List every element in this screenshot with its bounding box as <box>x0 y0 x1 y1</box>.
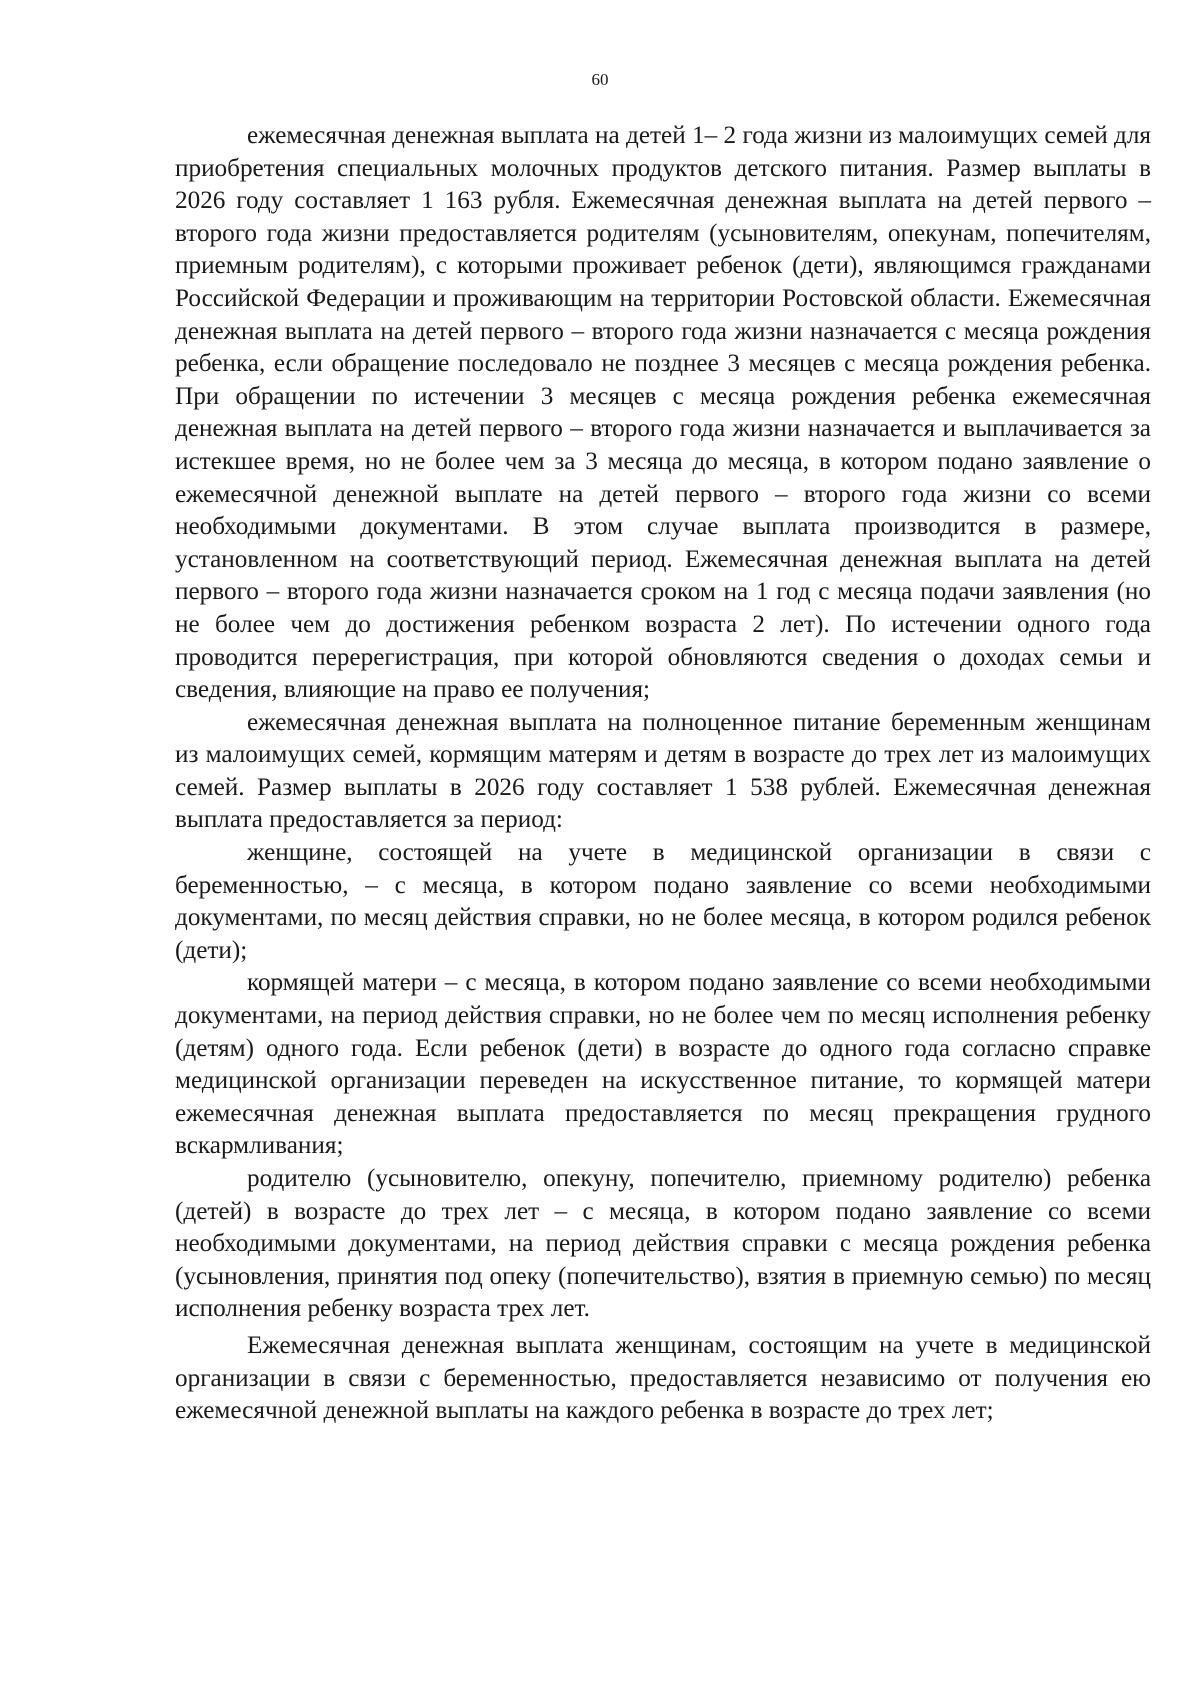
paragraph-infant-milk-payment: ежемесячная денежная выплата на детей 1– 2 года жизни из малоимущих семей для приобретения специальных молочных продуктов детского питания. Размер выплаты в 2026 году составляет 1 163 рубля. Ежемесячная денежная выплата на детей первого – второго года жизни предоставляется родителям (усыновителям, опекунам, попечителям, приемным родителям), с которыми проживает ребенок (дети), являющимся гражданами Российской Федерации и проживающим на территории Ростовской области. Ежемесячная денежная выплата на детей первого – второго года жизни назначается с месяца рождения ребенка, если обращение последовало не позднее 3 месяцев с месяца рождения ребенка. При обращении по истечении 3 месяцев с месяца рождения ребенка ежемесячная денежная выплата на детей первого – второго года жизни назначается и выплачивается за истекшее время, но не более чем за 3 месяца до месяца, в котором подано заявление о ежемесячной денежной выплате на детей первого – второго года жизни со всеми необходимыми документами. В этом случае выплата производится в размере, установленном на соответствующий период. Ежемесячная денежная выплата на детей первого – второго года жизни назначается сроком на 1 год с месяца подачи заявления (но не более чем до достижения ребенком возраста 2 лет). По истечении одного года проводится перерегистрация, при которой обновляются сведения о доходах семьи и сведения, влияющие на право ее получения; <box>175 122 1151 704</box>
document-body <box>175 120 1151 1428</box>
paragraph-pregnant-woman: женщине, состоящей на учете в медицинской организации в связи с беременностью, – с месяца, в котором подано заявление со всеми необходимыми документами, по месяц действия справки, но не более месяца, в котором родился ребенок (дети); <box>175 839 1151 964</box>
paragraph-nursing-mother: кормящей матери – с месяца, в котором подано заявление со всеми необходимыми документами, на период действия справки, но не более чем по месяц исполнения ребенку (детям) одного года. Если ребенок (дети) в возрасте до одного года согласно справке медицинской организации переведен на искусственное питание, то кормящей матери ежемесячная денежная выплата предоставляется по месяц прекращения грудного вскармливания; <box>175 969 1151 1160</box>
page-number: 60 <box>591 70 609 89</box>
paragraph-pregnancy-payment-independence: Ежемесячная денежная выплата женщинам, состоящим на учете в медицинской организации в связи с беременностью, предоставляется независимо от получения ею ежемесячной денежной выплаты на каждого ребенка в возрасте до трех лет; <box>175 1331 1151 1425</box>
paragraph-nutrition-payment: ежемесячная денежная выплата на полноценное питание беременным женщинам из малоимущих семей, кормящим матерям и детям в возрасте до трех лет из малоимущих семей. Размер выплаты в 2026 году составляет 1 538 рублей. Ежемесячная денежная выплата предоставляется за период: <box>175 708 1151 834</box>
paragraph-parent-child-under-three: родителю (усыновителю, опекуну, попечителю, приемному родителю) ребенка (детей) в возрасте до трех лет – с месяца, в котором подано заявление со всеми необходимыми документами, на период действия справки с месяца рождения ребенка (усыновления, принятия под опеку (попечительство), взятия в приемную семью) по месяц исполнения ребенку возраста трех лет. <box>175 1165 1151 1323</box>
